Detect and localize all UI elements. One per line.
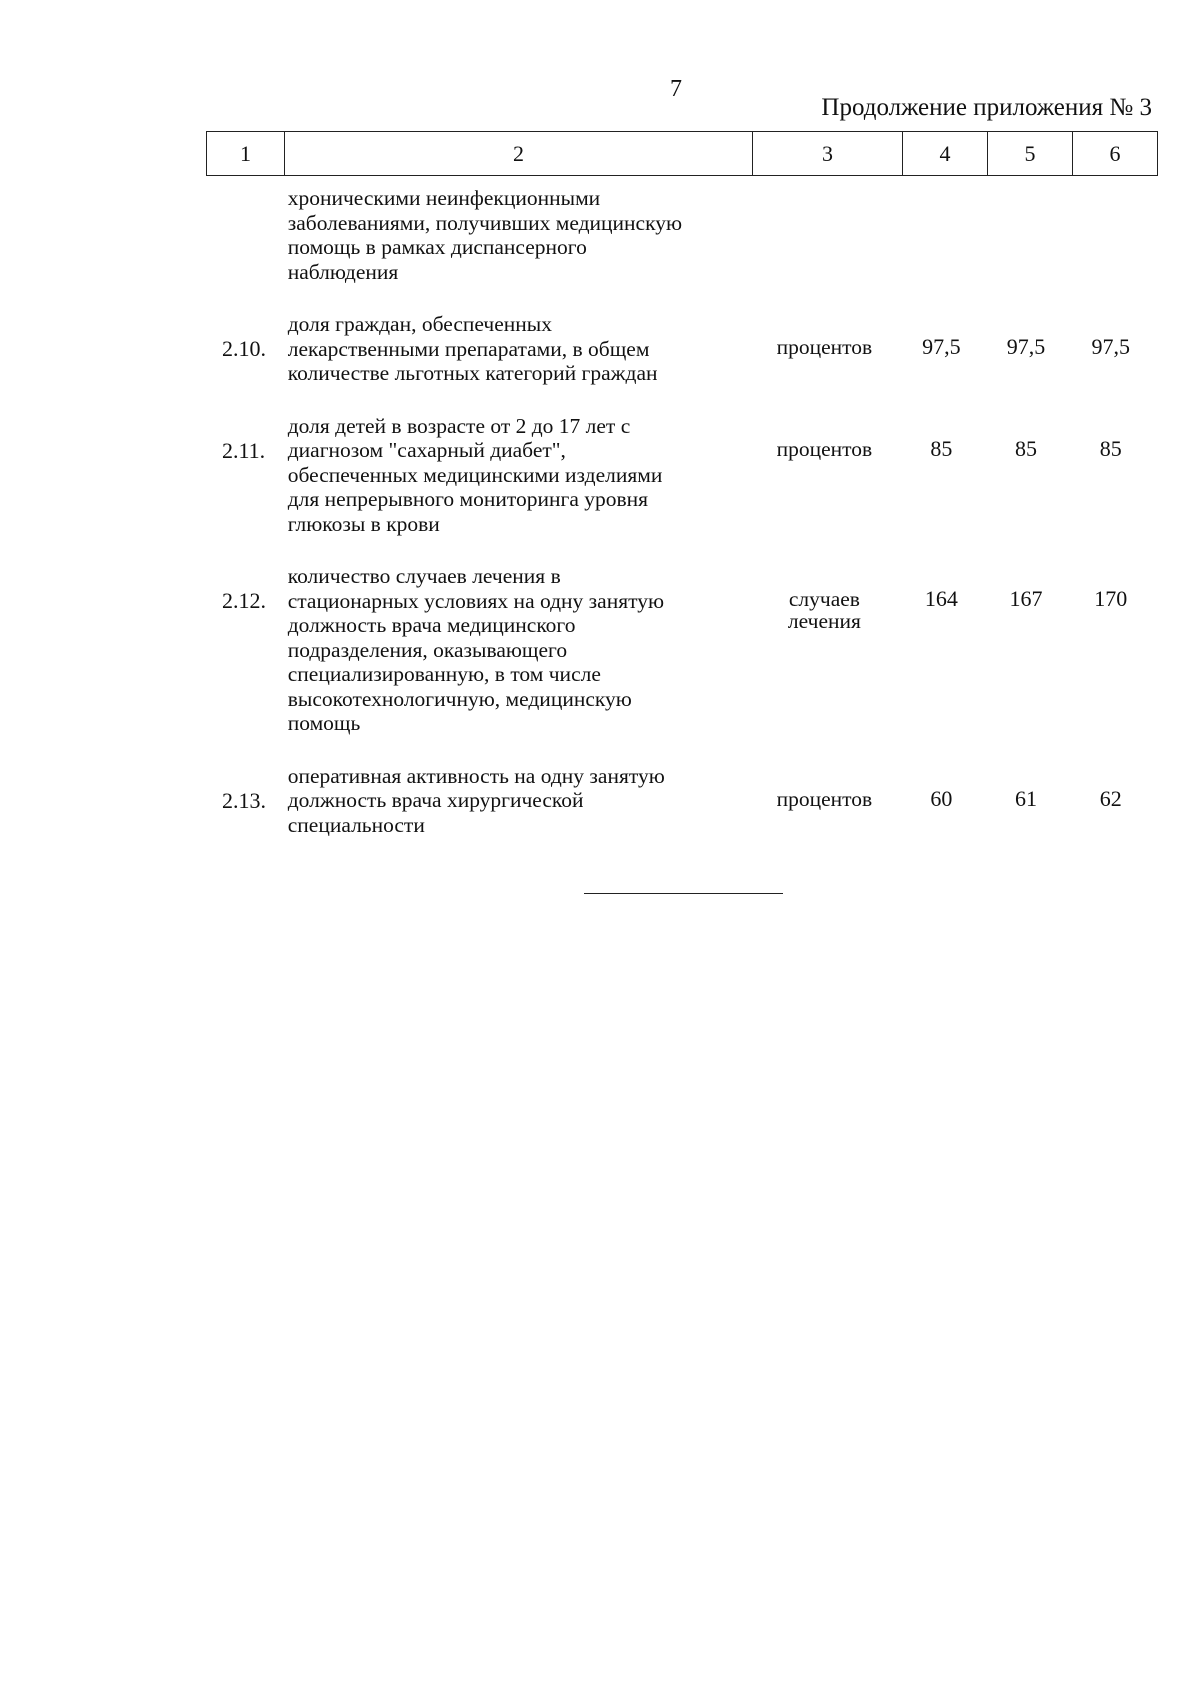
row-value-col5: 167 bbox=[1009, 586, 1043, 611]
row-unit bbox=[750, 764, 899, 810]
row-value-col6: 62 bbox=[1099, 785, 1122, 811]
column-header-4: 4 bbox=[903, 132, 988, 176]
unit-line: процентов bbox=[776, 786, 873, 811]
description-line: доля детей в возрасте от 2 до 17 лет с bbox=[287, 413, 631, 438]
table-row bbox=[206, 764, 1153, 838]
unit-line: процентов bbox=[776, 436, 873, 461]
row-value-col5: 97,5 bbox=[1006, 334, 1046, 359]
description-line: количество случаев лечения в bbox=[287, 564, 561, 588]
column-header-3: 3 bbox=[753, 132, 903, 176]
description-line: специальности bbox=[287, 812, 425, 837]
row-description bbox=[284, 312, 750, 386]
row-description bbox=[284, 564, 750, 736]
row-value-col4: 97,5 bbox=[922, 334, 961, 359]
end-divider bbox=[584, 893, 783, 894]
description-line: количестве льготных категорий граждан bbox=[287, 361, 658, 385]
column-header-5: 5 bbox=[988, 132, 1073, 176]
row-unit bbox=[750, 312, 899, 358]
description-line: помощь bbox=[287, 711, 361, 735]
table-row bbox=[206, 564, 1153, 736]
table-body bbox=[206, 186, 1153, 865]
row-number: 2.10. bbox=[222, 336, 266, 361]
description-line: должность врача хирургической bbox=[287, 788, 584, 812]
description-line: оперативная активность на одну занятую bbox=[287, 763, 665, 788]
table-row bbox=[206, 414, 1153, 537]
unit-line: процентов bbox=[776, 335, 873, 359]
column-header-table bbox=[206, 131, 1158, 176]
table-row bbox=[206, 186, 1153, 284]
description-line: хроническими неинфекционными bbox=[287, 186, 601, 210]
description-line: стационарных условиях на одну занятую bbox=[287, 588, 665, 613]
row-value-col4: 60 bbox=[930, 785, 953, 811]
description-line: для непрерывного мониторинга уровня bbox=[287, 487, 649, 511]
row-number: 2.12. bbox=[222, 588, 266, 613]
row-value-col4: 164 bbox=[924, 586, 958, 611]
description-line: специализированную, в том числе bbox=[287, 662, 601, 686]
description-line: лекарственными препаратами, в общем bbox=[287, 336, 650, 361]
description-line: высокотехнологичную, медицинскую bbox=[287, 686, 632, 711]
column-header-1: 1 bbox=[207, 132, 285, 176]
row-value-col5: 61 bbox=[1015, 785, 1038, 811]
row-value-col5: 85 bbox=[1015, 435, 1038, 461]
column-header-6: 6 bbox=[1073, 132, 1158, 176]
description-line: диагнозом "сахарный диабет", bbox=[287, 438, 566, 462]
row-number: 2.13. bbox=[222, 787, 266, 813]
row-number: 2.11. bbox=[222, 437, 266, 463]
row-description bbox=[284, 764, 750, 838]
continuation-heading: Продолжение приложения № 3 bbox=[821, 94, 1152, 121]
column-header-2: 2 bbox=[285, 132, 753, 176]
row-unit bbox=[750, 564, 899, 632]
table-row bbox=[206, 312, 1153, 386]
row-description bbox=[284, 186, 750, 284]
row-value-col6: 170 bbox=[1094, 586, 1128, 611]
row-value-col6: 85 bbox=[1099, 435, 1122, 461]
description-line: подразделения, оказывающего bbox=[287, 637, 568, 662]
unit-line: лечения bbox=[787, 609, 861, 633]
row-description bbox=[284, 414, 750, 537]
description-line: заболеваниями, получивших медицинскую bbox=[287, 210, 683, 235]
description-line: должность врача медицинского bbox=[287, 613, 576, 637]
unit-line: случаев bbox=[788, 587, 860, 611]
row-unit bbox=[750, 414, 899, 460]
description-line: помощь в рамках диспансерного bbox=[287, 235, 587, 259]
description-line: наблюдения bbox=[287, 259, 399, 284]
description-line: глюкозы в крови bbox=[287, 511, 440, 536]
row-value-col6: 97,5 bbox=[1091, 334, 1130, 359]
description-line: обеспеченных медицинскими изделиями bbox=[287, 462, 663, 487]
row-value-col4: 85 bbox=[930, 435, 953, 461]
page-number: 7 bbox=[670, 76, 682, 102]
description-line: доля граждан, обеспеченных bbox=[287, 312, 552, 336]
